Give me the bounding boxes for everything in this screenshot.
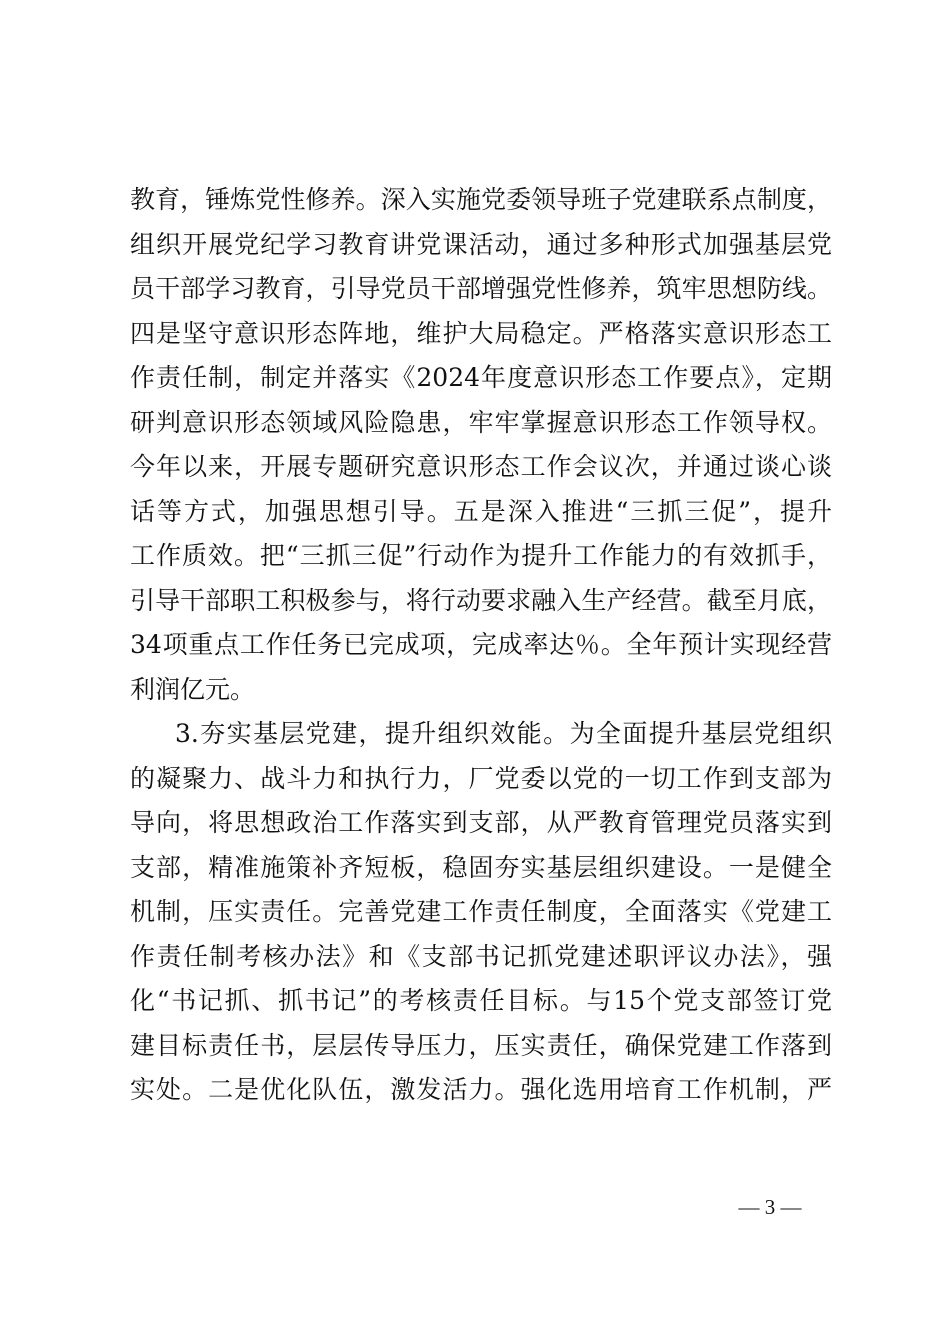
text-line: 机制，压实责任。完善党建工作责任制度，全面落实《党建工 [130, 897, 832, 926]
body-text [130, 178, 832, 1113]
text-line: 作责任制考核办法》和《支部书记抓党建述职评议办法》，强 [130, 941, 832, 971]
text-line: 员干部学习教育，引导党员干部增强党性修养，筑牢思想防线。 [130, 274, 832, 303]
text-line: 今年以来，开展专题研究意识形态工作会议次，并通过谈心谈 [130, 452, 832, 481]
text-line-paragraph-end: 利润亿元。 [130, 674, 256, 704]
text-line: 支部，精准施策补齐短板，稳固夯实基层组织建设。一是健全 [130, 852, 832, 882]
text-line: 建目标责任书，层层传导压力，压实责任，确保党建工作落到 [130, 1030, 832, 1060]
text-line: 组织开展党纪学习教育讲党课活动，通过多种形式加强基层党 [130, 229, 832, 259]
text-line: 34项重点工作任务已完成项，完成率达％。全年预计实现经营 [130, 630, 832, 659]
text-line: 实处。二是优化队伍，激发活力。强化选用培育工作机制，严 [130, 1075, 832, 1104]
text-line: 引导干部职工积极参与，将行动要求融入生产经营。截至月底， [130, 585, 832, 615]
text-line: 作责任制，制定并落实《2024年度意识形态工作要点》，定期 [130, 363, 832, 392]
text-line: 四是坚守意识形态阵地，维护大局稳定。严格落实意识形态工 [130, 318, 832, 348]
section-heading-line: 3.夯实基层党建，提升组织效能。为全面提升基层党组织 [175, 719, 832, 748]
text-line: 话等方式，加强思想引导。五是深入推进“三抓三促”，提升 [130, 496, 832, 526]
text-line: 教育，锤炼党性修养。深入实施党委领导班子党建联系点制度， [130, 185, 832, 214]
page-number: — 3 — [738, 1195, 802, 1219]
text-line: 化“书记抓、抓书记”的考核责任目标。与15个党支部签订党 [130, 986, 832, 1015]
text-line: 的凝聚力、战斗力和执行力，厂党委以党的一切工作到支部为 [130, 763, 832, 793]
text-line: 导向，将思想政治工作落实到支部，从严教育管理党员落实到 [130, 808, 832, 837]
text-line: 工作质效。把“三抓三促”行动作为提升工作能力的有效抓手， [130, 541, 832, 570]
text-line: 研判意识形态领域风险隐患，牢牢掌握意识形态工作领导权。 [130, 407, 832, 437]
